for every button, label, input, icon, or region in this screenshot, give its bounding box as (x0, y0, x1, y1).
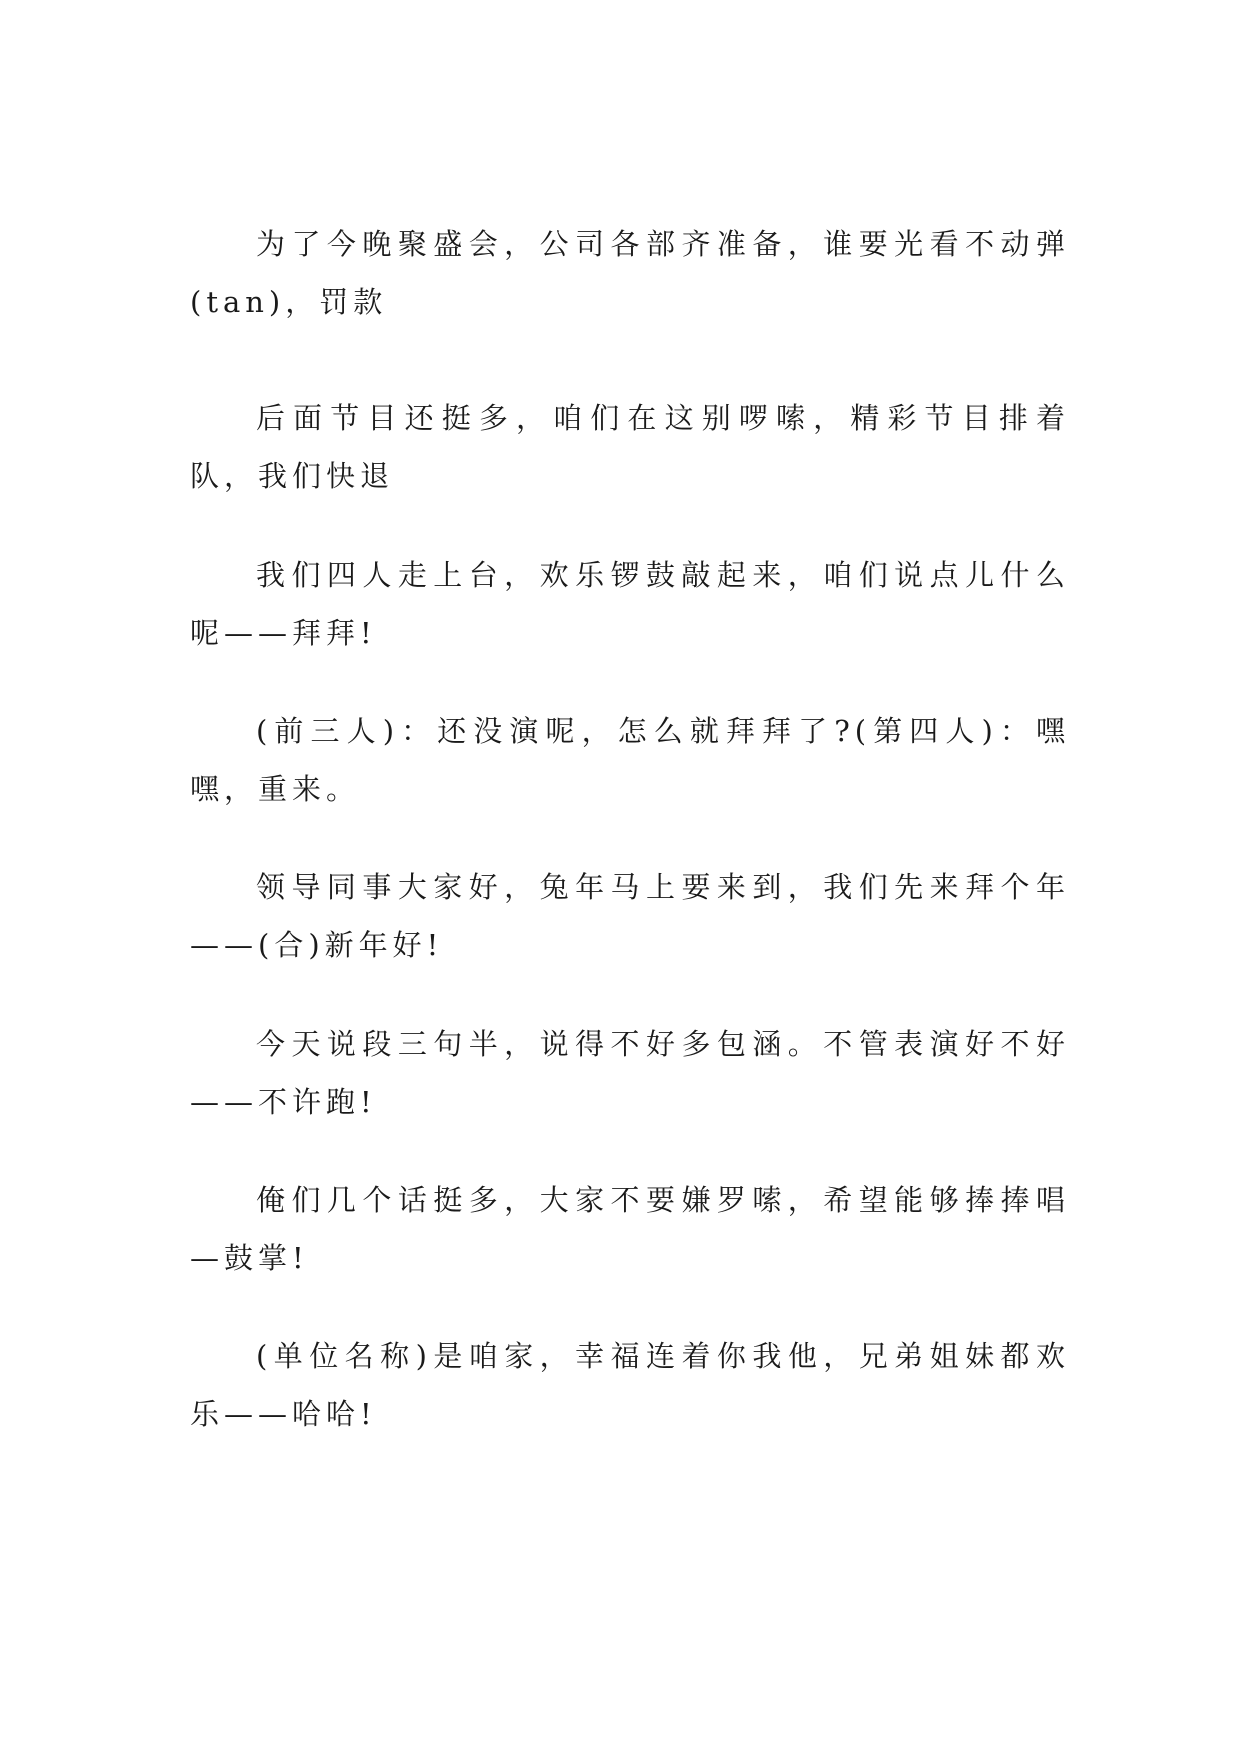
paragraph-6: 今天说段三句半，说得不好多包涵。不管表演好不好——不许跑! (190, 1027, 1070, 1119)
paragraph-2: 后面节目还挺多，咱们在这别啰嗦，精彩节目排着队，我们快退 (190, 401, 1070, 493)
paragraph-5: 领导同事大家好，兔年马上要来到，我们先来拜个年——(合)新年好! (190, 870, 1070, 962)
paragraph-1: 为了今晚聚盛会，公司各部齐准备，谁要光看不动弹(tan)，罚款 (190, 227, 1070, 319)
paragraph-3: 我们四人走上台，欢乐锣鼓敲起来，咱们说点儿什么呢——拜拜! (190, 558, 1070, 650)
paragraph-4: (前三人)：还没演呢，怎么就拜拜了?(第四人)：嘿嘿，重来。 (190, 714, 1070, 806)
paragraph-7: 俺们几个话挺多，大家不要嫌罗嗦，希望能够捧捧唱—鼓掌! (190, 1183, 1070, 1275)
paragraph-8: (单位名称)是咱家，幸福连着你我他，兄弟姐妹都欢乐——哈哈! (190, 1339, 1070, 1431)
